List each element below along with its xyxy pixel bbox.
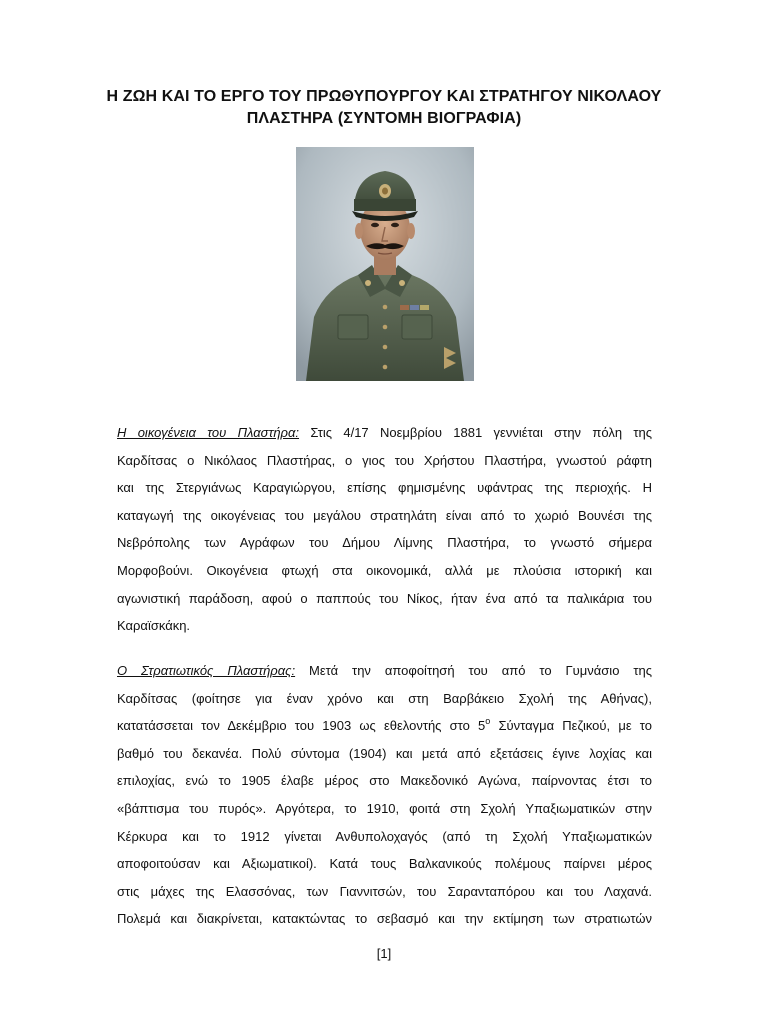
paragraph-line: Μορφοβούνι. Οικογένεια φτωχή στα οικονομικά, αλλά με πλούσια ιστορική και bbox=[117, 562, 652, 578]
paragraph-line: Πολεμά και διακρίνεται, κατακτώντας το σεβασμό και την εκτίμηση των στρατιωτών bbox=[117, 911, 652, 927]
paragraph-line: Καραϊσκάκη. bbox=[117, 618, 191, 634]
document-title bbox=[80, 86, 688, 130]
portrait-image-icon bbox=[296, 147, 474, 381]
paragraph-line: «βάπτισμα του πυρός». Αργότερα, το 1910, φοιτά στη Σχολή Υπαξιωματικών στην bbox=[117, 800, 652, 816]
paragraph-line: Καρδίτσας (φοίτησε για έναν χρόνο και στη Βαρβάκειο Σχολή της Αθήνας), bbox=[117, 690, 652, 706]
paragraph-family bbox=[117, 419, 652, 640]
section-lead-military: Ο Στρατιωτικός Πλαστήρας: bbox=[117, 663, 296, 678]
paragraph-line: επιλοχίας, ενώ το 1905 έλαβε μέρος στο Μακεδονικό Αγώνα, παίρνοντας έτσι το bbox=[117, 773, 652, 789]
portrait-photo bbox=[296, 147, 474, 381]
line-text: Μετά την αποφοίτησή του από το Γυμνάσιο της bbox=[295, 663, 652, 678]
paragraph-line: στις μάχες της Ελασσόνας, των Γιαννιτσών, του Σαρανταπόρου και του Λαχανά. bbox=[117, 883, 652, 899]
paragraph-line: αποφοιτούσαν και Αξιωματικοί). Κατά τους Βαλκανικούς πολέμους παίρνει μέρος bbox=[117, 856, 652, 872]
section-lead-family: Η οικογένεια του Πλαστήρα: bbox=[117, 425, 300, 440]
ordinal-superscript: ο bbox=[485, 716, 491, 727]
paragraph-line: Καρδίτσας ο Νικόλαος Πλαστήρας, ο γιος του Χρήστου Πλαστήρα, γνωστού ράφτη bbox=[117, 452, 652, 468]
paragraph-line: αγωνιστική παράδοση, αφού ο παππούς του Νίκος, ήταν ένα από τα παλικάρια του bbox=[117, 590, 652, 606]
paragraph-line: βαθμό του δεκανέα. Πολύ σύντομα (1904) και μετά από εξετάσεις έγινε λοχίας και bbox=[117, 745, 652, 761]
paragraph-line bbox=[117, 419, 652, 447]
line-text: Σύνταγμα Πεζικού, με το bbox=[490, 718, 652, 734]
paragraph-line: καταγωγή της οικογένειας του μεγάλου στρατηλάτη είναι από το χωριό Βουνέσι της bbox=[117, 507, 652, 523]
paragraph-line bbox=[117, 657, 652, 685]
line-text: Στις 4/17 Νοεμβρίου 1881 γεννιέται στην πόλη της bbox=[299, 425, 652, 440]
paragraph-line bbox=[117, 712, 652, 740]
paragraph-line: Νεβρόπολης των Αγράφων του Δήμου Λίμνης Πλαστήρα, το γνωστό σήμερα bbox=[117, 535, 652, 551]
line-text: κατατάσσεται τον Δεκέμβριο του 1903 ως εθελοντής στο 5 bbox=[117, 718, 486, 734]
paragraph-line: και της Στεργιάνως Καραγιώργου, επίσης φημισμένης υφάντρας της περιοχής. Η bbox=[117, 480, 652, 496]
paragraph-line: Κέρκυρα και το 1912 γίνεται Ανθυπολοχαγός (από τη Σχολή Υπαξιωματικών bbox=[117, 828, 652, 844]
page-number: [1] bbox=[376, 946, 392, 961]
title-line-2: ΠΛΑΣΤΗΡΑ (ΣΥΝΤΟΜΗ ΒΙΟΓΡΑΦΙΑ) bbox=[246, 110, 522, 127]
title-line-1: Η ΖΩΗ ΚΑΙ ΤΟ ΕΡΓΟ ΤΟΥ ΠΡΩΘΥΠΟΥΡΓΟΥ ΚΑΙ ΣΤΡΑΤΗΓΟΥ ΝΙΚΟΛΑΟΥ bbox=[106, 88, 662, 105]
paragraph-military bbox=[117, 657, 652, 933]
